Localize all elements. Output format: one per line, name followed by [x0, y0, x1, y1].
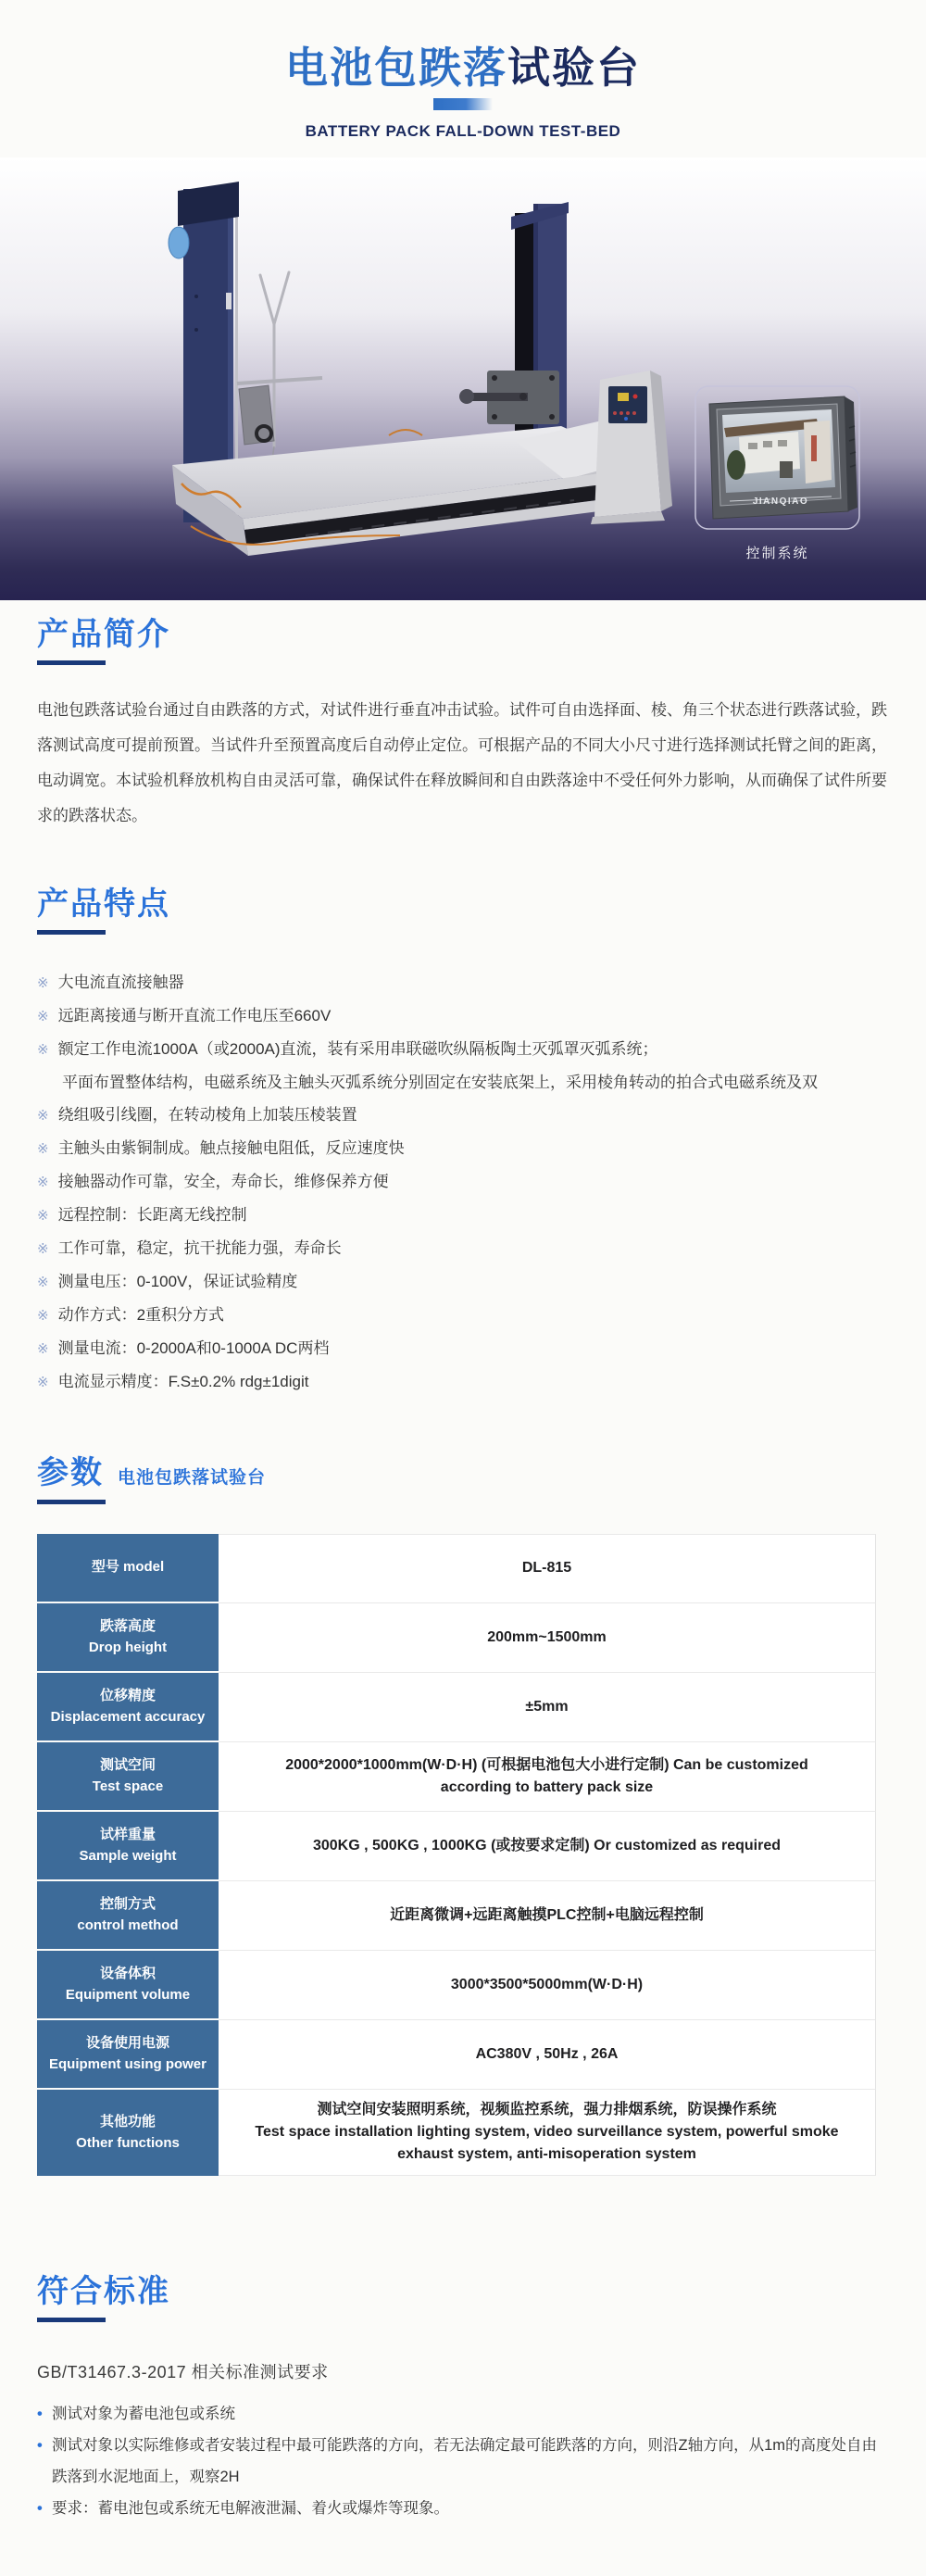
spec-label-cn: 控制方式 [99, 1895, 156, 1912]
intro-heading-underline [37, 660, 106, 665]
feature-text: 测量电流：0-2000A和0-1000A DC两档 [57, 1339, 330, 1358]
spec-value-cell [219, 2090, 876, 2176]
reference-mark-icon: ※ [37, 975, 49, 992]
spec-label-cn: 设备使用电源 [85, 2034, 169, 2051]
spec-label-cell [37, 1673, 219, 1742]
spec-value-cell [219, 1673, 876, 1742]
feature-text: 远程控制：长距离无线控制 [57, 1206, 247, 1225]
intro-heading: 产品简介 [37, 617, 170, 653]
section-parameters [0, 1454, 926, 2175]
reference-mark-icon: ※ [37, 1175, 49, 1191]
feature-item [37, 1165, 889, 1199]
params-subheading: 电池包跌落试验台 [118, 1468, 267, 1489]
title-accent-bar [433, 98, 493, 110]
spec-value-cell [219, 1951, 876, 2020]
table-row [37, 1742, 876, 1812]
table-row [37, 1951, 876, 2020]
standard-item [37, 2430, 889, 2493]
feature-text: 绕组吸引线圈，在转动棱角上加装压棱装置 [57, 1106, 357, 1125]
control-pedestal [591, 371, 672, 524]
table-row [37, 2090, 876, 2176]
spec-label-en: Equipment using power [48, 2056, 206, 2073]
bullet-icon: • [37, 2499, 43, 2517]
page-subtitle-en: BATTERY PACK FALL-DOWN TEST-BED [305, 122, 621, 141]
intro-body: 电池包跌落试验台通过自由跌落的方式，对试件进行垂直冲击试验。试件可自由选择面、棱、角三个状态进行跌落试验，跌落测试高度可提前预置。当试件升至预置高度后自动停止定位。可根据产品的不同大小尺寸进行选择测试托臂之间的距离，电动调宽。本试验机释放机构自由灵活可靠，确保试件在释放瞬间和自由跌落途中不受任何外力影响，从而确保了试件所要求的跌落状态。 [37, 701, 887, 825]
standards-intro: GB/T31467.3-2017 相关标准测试要求 [37, 2362, 329, 2381]
spec-label-cn: 跌落高度 [99, 1617, 156, 1634]
spec-value-line: 3000*3500*5000mm(W·D·H) [450, 1976, 644, 1992]
feature-item [37, 966, 889, 999]
features-list [37, 966, 889, 1399]
spec-value-line: 测试空间安装照明系统，视频监控系统，强力排烟系统，防误操作系统 [317, 2101, 777, 2117]
feature-text: 额定工作电流1000A（或2000A)直流，装有采用串联磁吹纵隔板陶土灭弧罩灭弧系统； [57, 1040, 658, 1059]
monitor-brand-label: JIANQIAO [752, 496, 809, 508]
features-heading-underline [37, 930, 106, 935]
feature-item [37, 1033, 889, 1066]
spec-label-en: Displacement accuracy [50, 1709, 206, 1726]
features-heading: 产品特点 [37, 886, 170, 923]
feature-item [37, 1099, 889, 1132]
spec-label-cn: 试样重量 [99, 1826, 156, 1842]
standard-item [37, 2398, 889, 2430]
params-heading-underline [37, 1500, 106, 1504]
spec-table [37, 1534, 876, 2176]
feature-item [37, 1265, 889, 1299]
section-standards [0, 2273, 926, 2524]
feature-item-continuation [37, 1066, 889, 1099]
spec-value-line: 2000*2000*1000mm(W·D·H) (可根据电池包大小进行定制) Can be customized according to battery pack size [285, 1756, 808, 1795]
reference-mark-icon: ※ [37, 1341, 49, 1358]
feature-item [37, 999, 889, 1033]
page-title-rest: 试验台 [507, 44, 641, 92]
spec-value-line: 300KG , 500KG , 1000KG (或按要求定制) Or customized as required [312, 1837, 782, 1853]
spec-label-cell [37, 1812, 219, 1881]
feature-text: 接触器动作可靠，安全，寿命长，维修保养方便 [57, 1173, 389, 1191]
monitor-caption: 控制系统 [745, 546, 809, 562]
spec-value-cell [219, 1534, 876, 1603]
spec-label-en: Sample weight [79, 1848, 177, 1865]
standard-item [37, 2493, 889, 2524]
reference-mark-icon: ※ [37, 1308, 49, 1325]
feature-item [37, 1232, 889, 1265]
feature-text: 大电流直流接触器 [57, 974, 184, 992]
standards-list [37, 2398, 889, 2524]
table-row [37, 1534, 876, 1603]
spec-label-cell [37, 2020, 219, 2090]
params-heading: 参数 [37, 1455, 104, 1491]
feature-text: 主触头由紫铜制成。触点接触电阻低，反应速度快 [57, 1139, 405, 1158]
table-row [37, 1881, 876, 1951]
spec-value-line: ±5mm [525, 1698, 569, 1715]
table-row [37, 1603, 876, 1673]
spec-label-en: Drop height [88, 1640, 168, 1656]
spec-value-cell [219, 1881, 876, 1951]
control-monitor [695, 386, 859, 529]
feature-text: 电流显示精度：F.S±0.2% rdg±1digit [57, 1373, 309, 1391]
standard-text: 测试对象为蓄电池包或系统 [52, 2405, 235, 2422]
section-product-intro [0, 616, 926, 834]
reference-mark-icon: ※ [37, 1275, 49, 1291]
reference-mark-icon: ※ [37, 1375, 49, 1391]
spec-label-cn: 位移精度 [99, 1687, 156, 1703]
spec-label-cn: 测试空间 [99, 1756, 156, 1773]
spec-label-en: Equipment volume [65, 1987, 191, 2004]
spec-value-line: DL-815 [521, 1560, 572, 1577]
standards-heading: 符合标准 [37, 2273, 170, 2309]
standard-text: 要求：蓄电池包或系统无电解液泄漏、着火或爆炸等现象。 [52, 2499, 449, 2517]
feature-item [37, 1132, 889, 1165]
standards-heading-underline [37, 2318, 106, 2322]
spec-value-line: AC380V , 50Hz , 26A [475, 2045, 619, 2062]
reference-mark-icon: ※ [37, 1009, 49, 1025]
feature-text: 工作可靠，稳定，抗干扰能力强，寿命长 [57, 1239, 342, 1258]
spec-label-en: Test space [92, 1778, 164, 1795]
spec-value-cell [219, 1742, 876, 1812]
spec-label-en: control method [77, 1917, 179, 1934]
spec-label-cell [37, 1603, 219, 1673]
bullet-icon: • [37, 2436, 43, 2454]
product-photo-illustration [0, 157, 926, 600]
feature-text: 平面布置整体结构，电磁系统及主触头灭弧系统分别固定在安装底架上，采用棱角转动的拍合式电磁系统及双 [62, 1074, 818, 1092]
spec-value-cell [219, 2020, 876, 2090]
page-header [0, 0, 926, 141]
feature-item [37, 1299, 889, 1332]
feature-item [37, 1365, 889, 1399]
feature-item [37, 1199, 889, 1232]
spec-label-cn: 型号 model [91, 1559, 165, 1576]
feature-text: 测量电压：0-100V，保证试验精度 [57, 1273, 298, 1291]
reference-mark-icon: ※ [37, 1141, 49, 1158]
feature-item [37, 1332, 889, 1365]
reference-mark-icon: ※ [37, 1241, 49, 1258]
spec-label-cell [37, 2090, 219, 2176]
table-row [37, 1812, 876, 1881]
spec-value-line: 近距离微调+远距离触摸PLC控制+电脑远程控制 [390, 1906, 704, 1923]
hero-background [0, 157, 926, 600]
section-product-features [0, 886, 926, 1399]
params-heading-row [37, 1454, 889, 1491]
spec-label-cn: 设备体积 [99, 1965, 156, 1981]
page-title-highlight: 电池包跌落 [285, 44, 507, 92]
bullet-icon: • [37, 2405, 43, 2422]
product-photo [0, 157, 926, 600]
spec-label-cell [37, 1881, 219, 1951]
spec-value-cell [219, 1812, 876, 1881]
spec-value-line: 200mm~1500mm [487, 1628, 607, 1645]
page-title [0, 43, 926, 94]
spec-label-cn: 其他功能 [99, 2113, 156, 2130]
feature-text: 远距离接通与断开直流工作电压至660V [57, 1007, 332, 1025]
spec-label-cell [37, 1534, 219, 1603]
feature-text: 动作方式：2重积分方式 [57, 1306, 225, 1325]
standard-text: 测试对象以实际维修或者安装过程中最可能跌落的方向，若无法确定最可能跌落的方向，则沿Z轴方向，从1m的高度处自由跌落到水泥地面上，观察2H [52, 2436, 877, 2485]
table-row [37, 1673, 876, 1742]
spec-value-cell [219, 1603, 876, 1673]
reference-mark-icon: ※ [37, 1108, 49, 1125]
spec-label-cell [37, 1742, 219, 1812]
spec-value-line: Test space installation lighting system, video surveillance system, powerful smoke exhaust system, anti-misoperation system [255, 2123, 839, 2162]
table-row [37, 2020, 876, 2090]
spec-label-en: Other functions [76, 2135, 180, 2152]
spec-label-cell [37, 1951, 219, 2020]
reference-mark-icon: ※ [37, 1042, 49, 1059]
reference-mark-icon: ※ [37, 1208, 49, 1225]
